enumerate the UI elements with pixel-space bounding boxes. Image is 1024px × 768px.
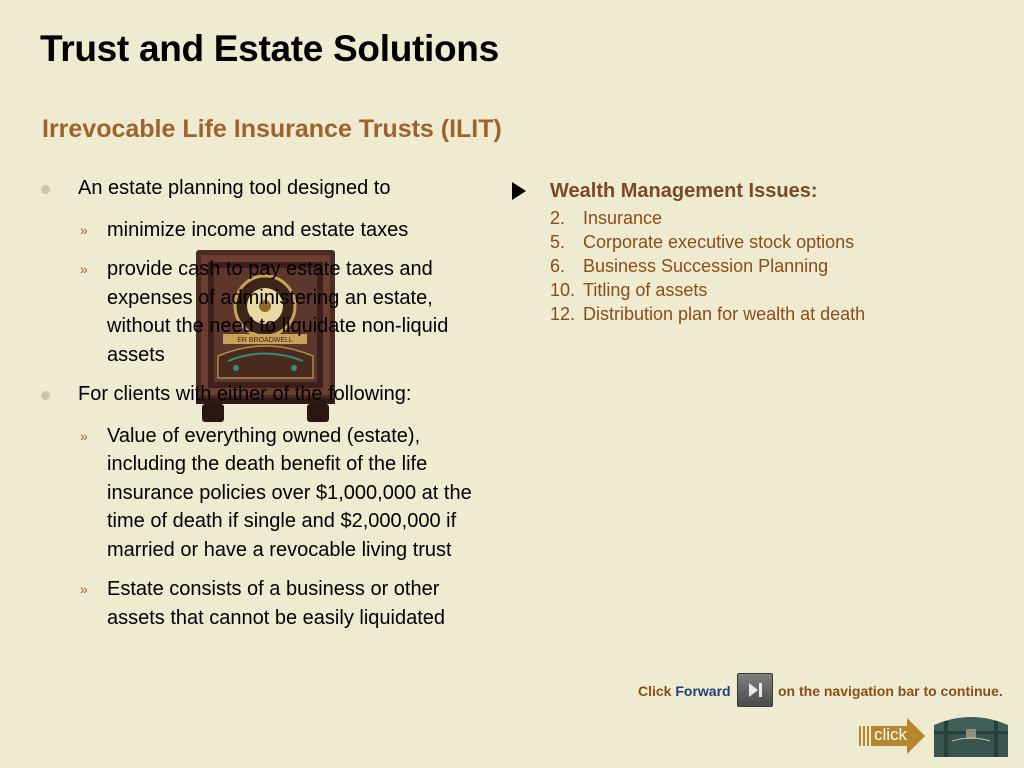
sub-bullet-text: minimize income and estate taxes	[107, 218, 409, 241]
navigation-instruction	[638, 682, 731, 700]
list-item	[550, 302, 992, 326]
wealth-management-heading-text: Wealth Management Issues:	[550, 180, 818, 202]
list-item-number: 2.	[550, 208, 566, 228]
wealth-management-heading	[512, 178, 992, 204]
sub-bullet-marker-icon: »	[80, 261, 88, 277]
treasure-chest-icon	[930, 711, 1012, 759]
list-item-number: 10.	[550, 280, 576, 300]
list-item-text: Business Succession Planning	[583, 256, 829, 276]
sub-bullet-marker-icon: »	[80, 581, 88, 597]
page-title: Trust and Estate Solutions	[40, 28, 499, 69]
list-item-text: Distribution plan for wealth at death	[583, 304, 866, 324]
bullet-dot-icon	[41, 391, 50, 400]
wealth-management-list	[550, 206, 992, 326]
list-item	[550, 206, 992, 230]
sub-bullet-text: Value of everything owned (estate), including the death benefit of the life insurance policies over $1,000,000 at the time of death if single and $2,000,000 if married or have a revocable living trust	[107, 424, 472, 561]
list-item-text: Insurance	[583, 208, 663, 228]
list-item	[550, 254, 992, 278]
sub-bullet-item	[40, 575, 480, 632]
click-button-label[interactable]: click	[874, 725, 908, 744]
list-item	[550, 278, 992, 302]
bullet-dot-icon	[41, 185, 50, 194]
list-item-text: Corporate executive stock options	[583, 232, 855, 252]
list-item-number: 12.	[550, 304, 576, 324]
sub-bullet-item	[40, 255, 480, 369]
sub-bullet-marker-icon: »	[80, 427, 88, 444]
forward-word: Forward	[675, 683, 731, 699]
triangle-right-icon	[512, 182, 526, 200]
sub-bullet-item	[40, 422, 480, 565]
page-subtitle: Irrevocable Life Insurance Trusts (ILIT)	[42, 115, 502, 143]
bullet-item	[40, 380, 480, 409]
bullet-text: For clients with either of the following:	[78, 383, 412, 405]
click-word: Click	[638, 683, 672, 699]
safe-maker-label: ER BROADWELL	[237, 337, 293, 344]
skip-forward-icon	[738, 674, 772, 706]
sub-bullet-text: provide cash to pay estate taxes and expenses of administering an estate, without the need to liquidate non-liquid assets	[107, 258, 449, 366]
forward-button[interactable]	[737, 673, 773, 707]
sub-bullet-marker-icon: »	[80, 221, 88, 238]
sub-bullet-item	[40, 216, 480, 245]
wealth-management-panel	[512, 178, 992, 326]
navigation-instruction-continue: on the navigation bar to continue.	[778, 683, 1003, 699]
left-content	[40, 174, 480, 643]
list-item-number: 6.	[550, 256, 566, 276]
sub-bullet-text: Estate consists of a business or other assets that cannot be easily liquidated	[107, 578, 445, 629]
list-item-text: Titling of assets	[583, 280, 708, 300]
list-item	[550, 230, 992, 254]
bullet-text: An estate planning tool designed to	[78, 177, 391, 199]
bullet-item	[40, 174, 480, 203]
list-item-number: 5.	[550, 232, 566, 252]
